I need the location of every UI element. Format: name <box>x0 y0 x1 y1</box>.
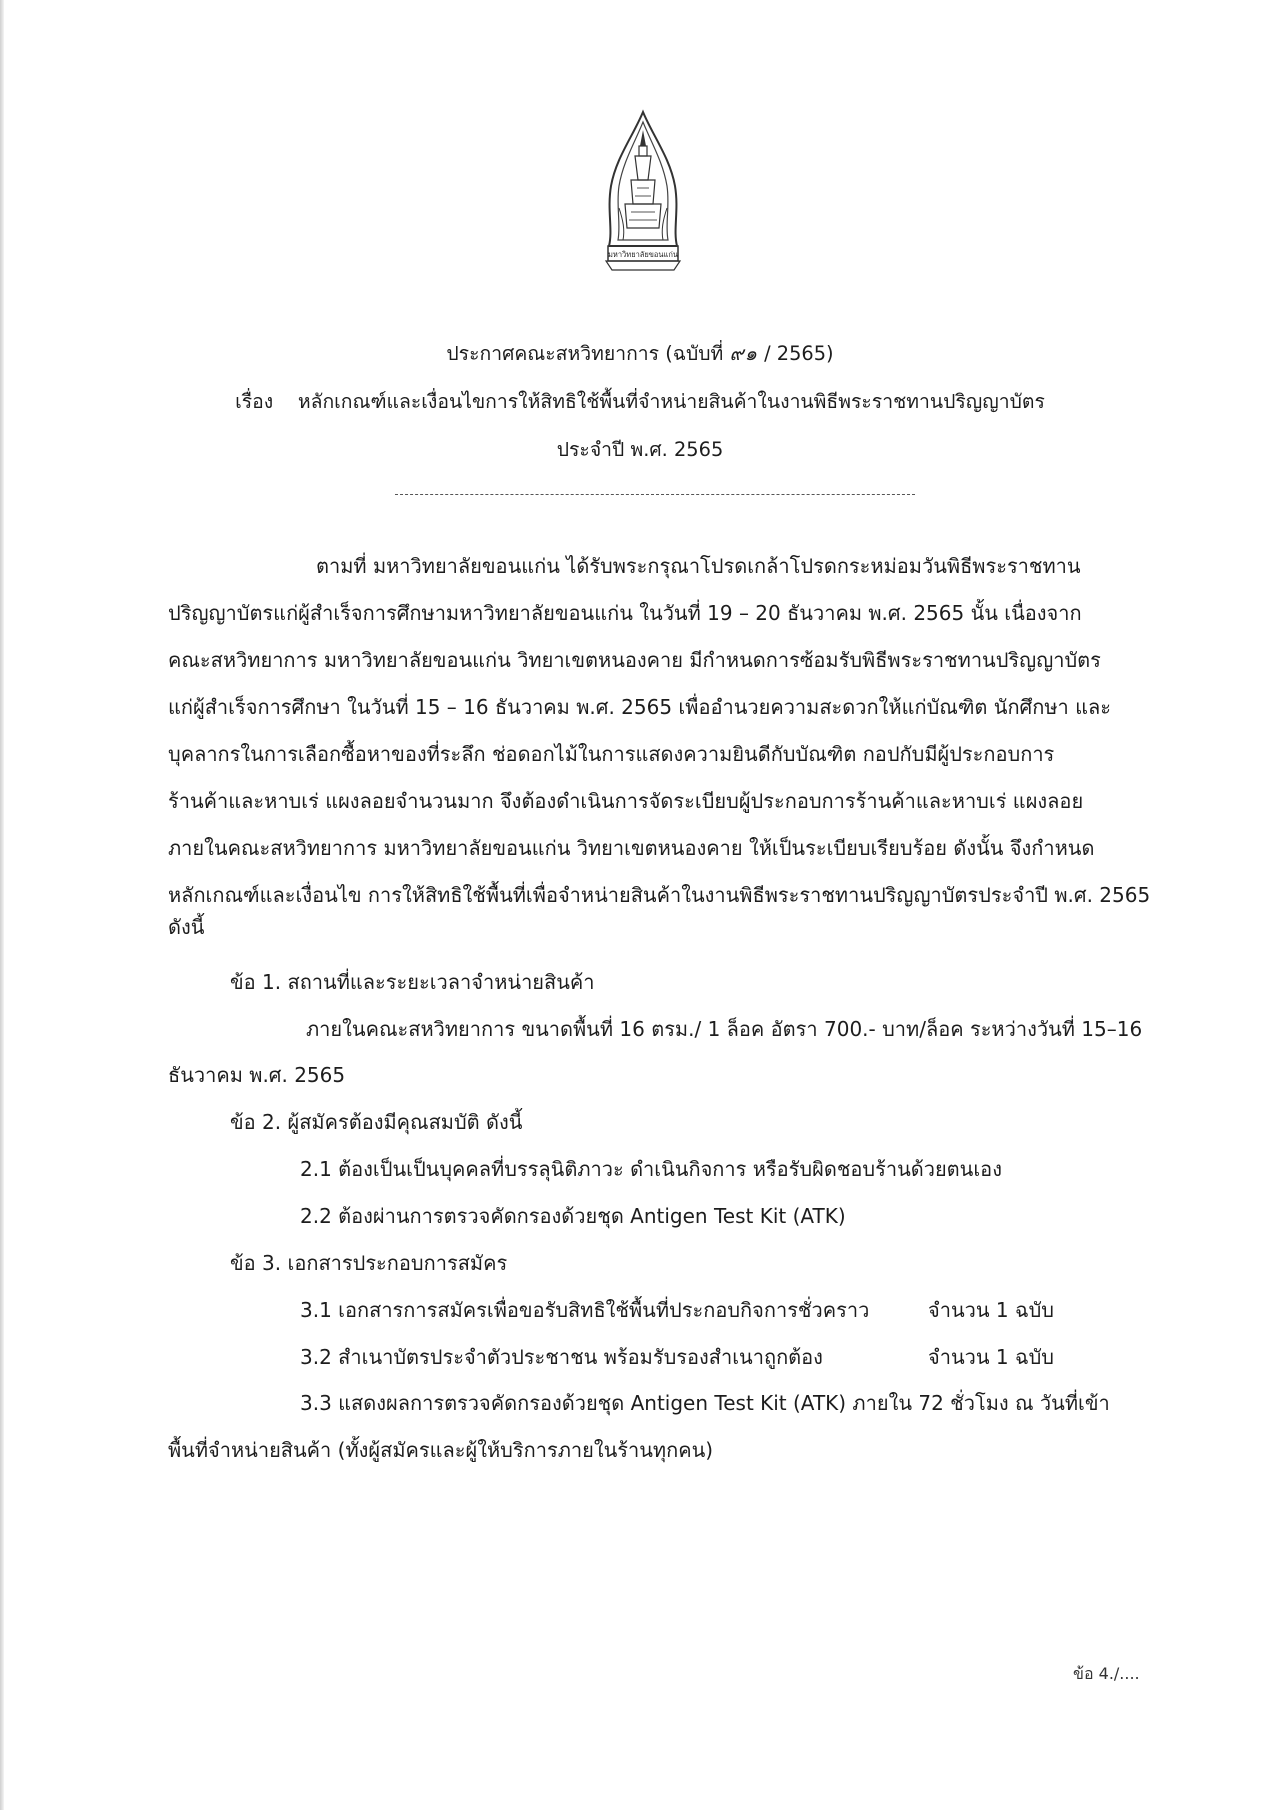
intro-line-3: คณะสหวิทยาการ มหาวิทยาลัยขอนแก่น วิทยาเขตหนองคาย มีกำหนดการซ้อมรับพิธีพระราชทานปริญญาบัตร <box>168 648 1101 672</box>
section3-item-1: 3.1 เอกสารการสมัครเพื่อขอรับสิทธิใช้พื้นที่ประกอบกิจการชั่วคราว <box>300 1298 870 1322</box>
section3-heading: ข้อ 3. เอกสารประกอบการสมัคร <box>230 1251 508 1275</box>
section2-heading: ข้อ 2. ผู้สมัครต้องมีคุณสมบัติ ดังนี้ <box>230 1110 523 1134</box>
subject-text: หลักเกณฑ์และเงื่อนไขการให้สิทธิใช้พื้นที่จำหน่ายสินค้าในงานพิธีพระราชทานปริญญาบัตร <box>297 390 1045 413</box>
announcement-number: ๙๑ <box>729 342 758 365</box>
emblem-text: มหาวิทยาลัยขอนแก่น <box>607 250 679 259</box>
intro-line-5: บุคลากรในการเลือกซื้อหาของที่ระลึก ช่อดอกไม้ในการแสดงความยินดีกับบัณฑิต กอปกับมีผู้ประกอบการ <box>168 742 1055 766</box>
emblem-graphic <box>604 108 682 280</box>
section2-item-2: 2.2 ต้องผ่านการตรวจคัดกรองด้วยชุด Antigen Test Kit (ATK) <box>300 1204 846 1228</box>
section3-item-3-line-2: พื้นที่จำหน่ายสินค้า (ทั้งผู้สมัครและผู้ให้บริการภายในร้านทุกคน) <box>168 1438 714 1462</box>
page-continuation: ข้อ 4./.... <box>1073 1664 1140 1683</box>
section3-item-2-qty: จำนวน 1 ฉบับ <box>928 1345 1054 1369</box>
subject-year: ประจำปี พ.ศ. 2565 <box>556 438 724 461</box>
announcement-prefix: ประกาศคณะสหวิทยาการ (ฉบับที่ <box>446 342 724 365</box>
announcement-title <box>0 340 1280 368</box>
section1-line-2: ธันวาคม พ.ศ. 2565 <box>168 1063 346 1087</box>
university-emblem <box>604 108 682 280</box>
intro-line-1: ตามที่ มหาวิทยาลัยขอนแก่น ได้รับพระกรุณาโปรดเกล้าโปรดกระหม่อมวันพิธีพระราชทาน <box>316 554 1081 578</box>
intro-line-4: แก่ผู้สำเร็จการศึกษา ในวันที่ 15 – 16 ธันวาคม พ.ศ. 2565 เพื่ออำนวยความสะดวกให้แก่บัณฑิต นักศึกษา และ <box>168 695 1112 719</box>
section3-item-2: 3.2 สำเนาบัตรประจำตัวประชาชน พร้อมรับรองสำเนาถูกต้อง <box>300 1345 823 1369</box>
intro-line-9: ดังนี้ <box>168 915 205 939</box>
scan-edge <box>0 0 4 1810</box>
intro-line-6: ร้านค้าและหาบเร่ แผงลอยจำนวนมาก จึงต้องดำเนินการจัดระเบียบผู้ประกอบการร้านค้าและหาบเร่ แผงลอย <box>168 789 1084 813</box>
section3-item-3-line-1: 3.3 แสดงผลการตรวจคัดกรองด้วยชุด Antigen Test Kit (ATK) ภายใน 72 ชั่วโมง ณ วันที่เข้า <box>300 1391 1110 1415</box>
intro-line-2: ปริญญาบัตรแก่ผู้สำเร็จการศึกษามหาวิทยาลัยขอนแก่น ในวันที่ 19 – 20 ธันวาคม พ.ศ. 2565 นั้น เนื่องจาก <box>168 601 1082 625</box>
section1-line-1: ภายในคณะสหวิทยาการ ขนาดพื้นที่ 16 ตรม./ 1 ล็อค อัตรา 700.- บาท/ล็อค ระหว่างวันที่ 15–16 <box>306 1017 1143 1041</box>
title-separator <box>395 494 915 495</box>
section2-item-1: 2.1 ต้องเป็นเป็นบุคคลที่บรรลุนิติภาวะ ดำเนินกิจการ หรือรับผิดชอบร้านด้วยตนเอง <box>300 1157 1002 1181</box>
subject-line <box>0 388 1280 416</box>
section3-item-1-qty: จำนวน 1 ฉบับ <box>928 1298 1054 1322</box>
announcement-suffix: / 2565) <box>764 342 834 365</box>
intro-line-7: ภายในคณะสหวิทยาการ มหาวิทยาลัยขอนแก่น วิทยาเขตหนองคาย ให้เป็นระเบียบเรียบร้อย ดังนั้น จึงกำหนด <box>168 836 1095 860</box>
subject-label: เรื่อง <box>235 390 274 413</box>
intro-line-8: หลักเกณฑ์และเงื่อนไข การให้สิทธิใช้พื้นที่เพื่อจำหน่ายสินค้าในงานพิธีพระราชทานปริญญาบัตรประจำปี พ.ศ. 2565 <box>168 883 1151 907</box>
section1-heading: ข้อ 1. สถานที่และระยะเวลาจำหน่ายสินค้า <box>230 970 595 994</box>
